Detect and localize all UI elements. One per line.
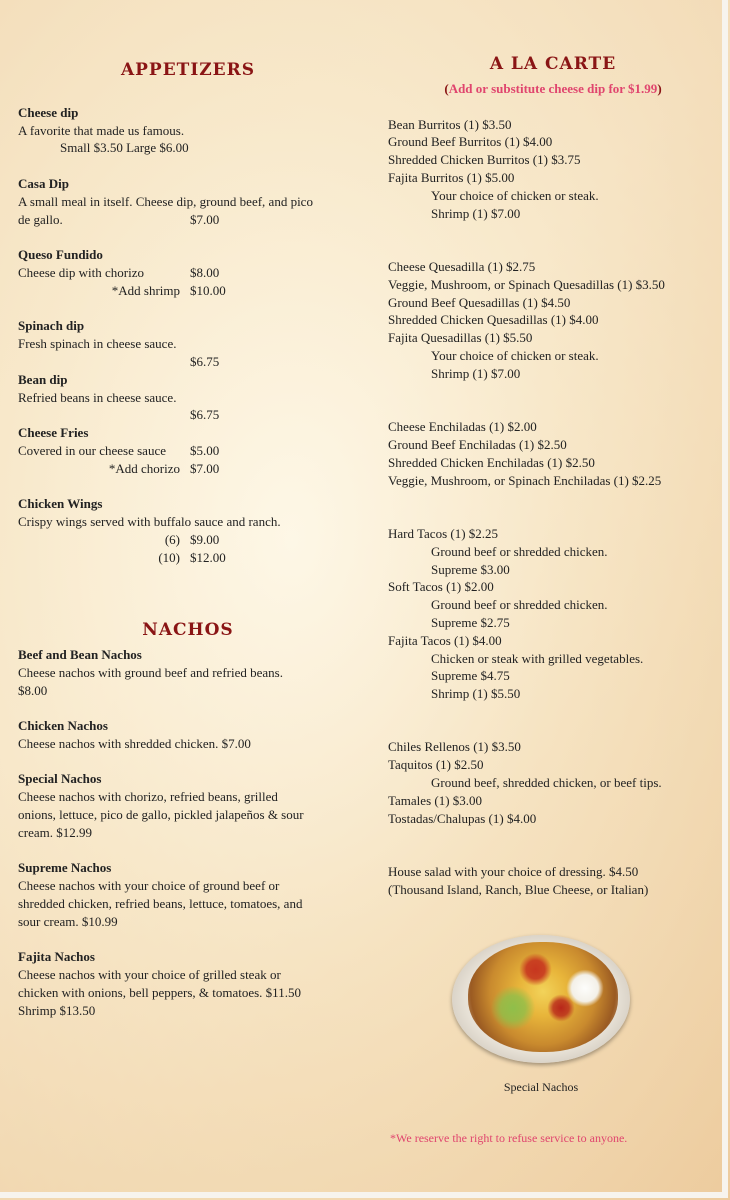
menu-item-name: Casa Dip [18,175,69,191]
menu-text: Cheese Enchiladas (1) $2.00 [388,419,537,435]
menu-item-detail: Supreme $3.00 [431,561,510,577]
spacer [18,567,358,585]
menu-item-detail: Shrimp (1) $5.50 [431,686,521,702]
price-label: *Add shrimp [111,282,180,298]
menu-text: A favorite that made us famous. [18,122,185,138]
menu-item-price-line [18,442,358,460]
menu-item-detail: Chicken or steak with grilled vegetables. [431,650,644,666]
spacer [388,400,718,418]
section-note [388,80,718,98]
menu-text: Cheese nachos with chorizo, refried beans, grilled [18,789,278,805]
menu-item-detail: Ground beef, shredded chicken, or beef tips. [431,775,662,791]
price-value: $9.00 [190,531,220,547]
menu-text: Fajita Burritos (1) $5.00 [388,169,515,185]
menu-item-price-line [18,282,358,300]
price-label: *Add chorizo [108,460,180,476]
menu-text: Cheese nachos with your choice of ground beef or [18,878,280,894]
menu-item-price-line [18,460,358,478]
menu-item-price-line [18,531,358,549]
menu-text: sour cream. $10.99 [18,913,118,929]
menu-item-detail: Supreme $4.75 [431,668,510,684]
menu-text: Fresh spinach in cheese sauce. [18,336,177,352]
spacer [388,222,718,240]
price-label: de gallo. [18,211,63,227]
menu-text: Bean Burritos (1) $3.50 [388,116,512,132]
menu-item-name: Bean dip [18,371,68,387]
spacer [18,753,358,771]
menu-item-detail: Ground beef or shredded chicken. [431,543,608,559]
menu-text: Soft Tacos (1) $2.00 [388,579,494,595]
spacer [18,931,358,949]
menu-text: A small meal in itself. Cheese dip, ground beef, and pico [18,193,313,209]
price-label: Covered in our cheese sauce [18,442,166,458]
menu-text: Taquitos (1) $2.50 [388,757,484,773]
price-label: (10) [158,549,180,565]
menu-item-detail: Your choice of chicken or steak. [431,187,599,203]
spacer [388,489,718,507]
spacer [18,86,358,104]
price-value: $8.00 [190,264,220,280]
spacer [18,300,358,318]
note-text: ( [444,81,449,96]
section-heading: A LA CARTE [489,54,617,74]
menu-item-name: Chicken Wings [18,496,103,512]
menu-text: Crispy wings served with buffalo sauce and ranch. [18,514,281,530]
menu-item-price-line [18,549,358,567]
menu-text: Chiles Rellenos (1) $3.50 [388,739,521,755]
menu-text: Tamales (1) $3.00 [388,792,483,808]
menu-text: Shredded Chicken Quesadillas (1) $4.00 [388,312,599,328]
spacer [18,157,358,175]
spacer [18,699,358,717]
menu-item-detail: Shrimp (1) $7.00 [431,205,521,221]
spacer [388,827,718,845]
menu-item-name: Cheese Fries [18,425,89,441]
menu-text: House salad with your choice of dressing. $4.50 [388,864,639,880]
menu-text: Ground Beef Burritos (1) $4.00 [388,134,553,150]
menu-item-price-line [18,264,358,282]
spacer [388,383,718,401]
price-value: $10.00 [190,282,226,298]
menu-text: Cheese Quesadilla (1) $2.75 [388,258,536,274]
menu-text: shredded chicken, refried beans, lettuce, tomatoes, and [18,896,303,912]
price-value: $7.00 [190,460,220,476]
menu-item-name: Queso Fundido [18,247,103,263]
menu-text: Refried beans in cheese sauce. [18,389,177,405]
photo-caption: Special Nachos [503,1080,579,1094]
menu-text: Cheese nachos with shredded chicken. $7.00 [18,735,251,751]
menu-item-name: Spinach dip [18,318,85,334]
menu-item-detail: Shrimp (1) $7.00 [431,365,521,381]
spacer [388,703,718,721]
price-label: (6) [164,531,180,547]
menu-item-detail: Supreme $2.75 [431,614,510,630]
menu-text: Ground Beef Enchiladas (1) $2.50 [388,436,567,452]
menu-text: Shredded Chicken Enchiladas (1) $2.50 [388,454,595,470]
menu-text: Cheese nachos with your choice of grilled steak or [18,967,281,983]
menu-text: Tostadas/Chalupas (1) $4.00 [388,810,537,826]
spacer [388,507,718,525]
menu-text: Fajita Quesadillas (1) $5.50 [388,330,533,346]
menu-text: chicken with onions, bell peppers, & tomatoes. $11.50 [18,985,301,1001]
menu-text: Shredded Chicken Burritos (1) $3.75 [388,152,581,168]
menu-text: $8.00 [18,682,48,698]
note-text: Add or substitute cheese dip for $1.99 [448,81,658,96]
menu-text: onions, lettuce, pico de gallo, pickled jalapeños & sour [18,807,304,823]
menu-text: (Thousand Island, Ranch, Blue Cheese, or Italian) [388,881,649,897]
spacer [388,845,718,863]
menu-text: Fajita Tacos (1) $4.00 [388,632,502,648]
nachos-food-image [468,942,618,1052]
menu-text: cream. $12.99 [18,824,93,840]
spacer [18,842,358,860]
menu-item-name: Supreme Nachos [18,860,112,876]
price-value: $5.00 [190,442,220,458]
price-value: $12.00 [190,549,226,565]
price-value: $7.00 [190,211,220,227]
menu-text: Cheese nachos with ground beef and refried beans. [18,664,283,680]
section-heading: NACHOS [142,619,234,640]
menu-item-price-line [18,211,358,229]
price-value: $6.75 [190,353,220,369]
menu-item-name: Special Nachos [18,771,102,787]
appetizers-and-nachos-column [18,60,358,1020]
spacer [388,721,718,739]
menu-text: Hard Tacos (1) $2.25 [388,525,499,541]
spacer [388,240,718,258]
spacer [18,602,358,620]
spacer [18,228,358,246]
spacer [18,478,358,496]
menu-text: Veggie, Mushroom, or Spinach Enchiladas (1) $2.25 [388,472,662,488]
menu-text: Ground Beef Quesadillas (1) $4.50 [388,294,571,310]
menu-item-name: Beef and Bean Nachos [18,646,142,662]
menu-item-price-line [18,353,358,371]
section-heading: APPETIZERS [120,60,256,80]
spacer [18,584,358,602]
spacer [388,98,718,116]
menu-item-name: Cheese dip [18,104,79,120]
a-la-carte-column [388,54,718,899]
menu-text: Veggie, Mushroom, or Spinach Quesadillas (1) $3.50 [388,276,665,292]
menu-item-price-line [18,406,358,424]
menu-item-detail: Your choice of chicken or steak. [431,347,599,363]
menu-item-detail: Ground beef or shredded chicken. [431,597,608,613]
price-value: $6.75 [190,407,220,423]
footer-note: *We reserve the right to refuse service to anyone. [390,1131,628,1145]
menu-item-price: Small $3.50 Large $6.00 [60,140,189,156]
price-label: Cheese dip with chorizo [18,264,144,280]
note-text: ) [657,81,662,96]
menu-text: Shrimp $13.50 [18,1002,96,1018]
menu-item-name: Fajita Nachos [18,949,95,965]
menu-item-name: Chicken Nachos [18,718,108,734]
